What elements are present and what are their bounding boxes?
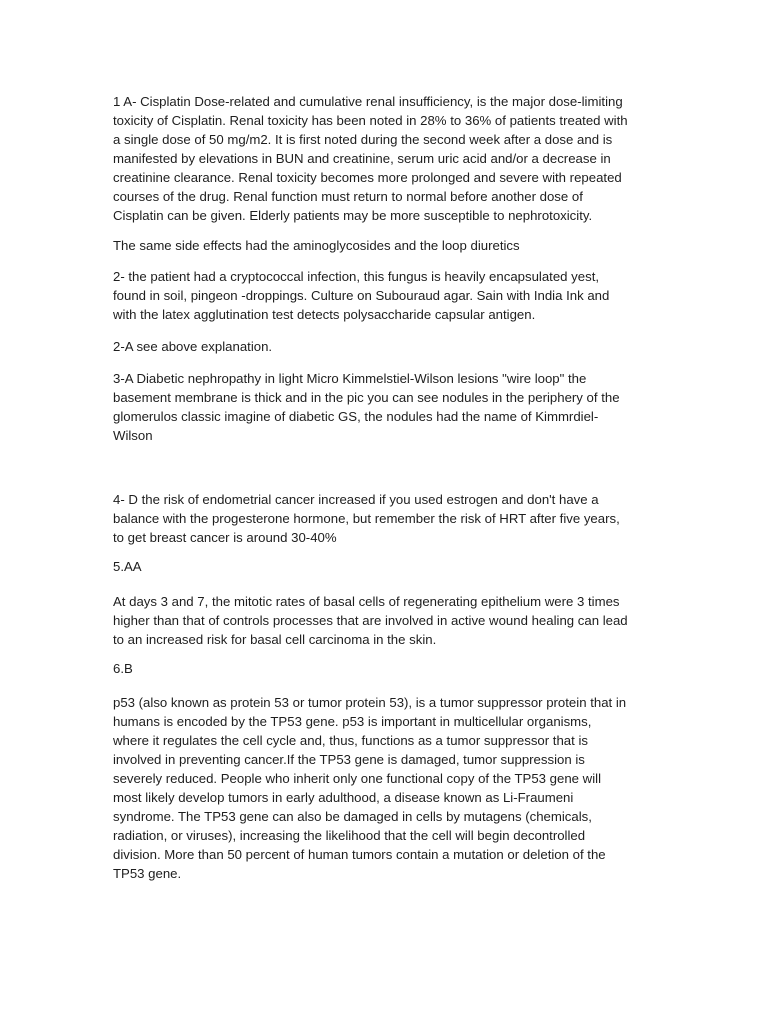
text-line: balance with the progesterone hormone, but remember the risk of HRT after five years, — [113, 511, 620, 526]
paragraph-answer-6-p53 — [113, 693, 661, 883]
paragraph-answer-5aa — [113, 557, 661, 576]
text-line: syndrome. The TP53 gene can also be damaged in cells by mutagens (chemicals, — [113, 809, 592, 824]
text-line: 2-A see above explanation. — [113, 339, 273, 354]
paragraph-answer-2a — [113, 337, 661, 356]
text-line: Wilson — [113, 428, 153, 443]
text-line: manifested by elevations in BUN and creatinine, serum uric acid and/or a decrease in — [113, 151, 611, 166]
text-line: to an increased risk for basal cell carcinoma in the skin. — [113, 632, 437, 647]
text-line: higher than that of controls processes that are involved in active wound healing can lead — [113, 613, 628, 628]
text-line: 3-A Diabetic nephropathy in light Micro Kimmelstiel-Wilson lesions "wire loop" the — [113, 371, 587, 386]
text-line: Cisplatin can be given. Elderly patients may be more susceptible to nephrotoxicity. — [113, 208, 593, 223]
paragraph-answer-5-explanation — [113, 592, 661, 649]
text-line: p53 (also known as protein 53 or tumor protein 53), is a tumor suppressor protein that in — [113, 695, 627, 710]
text-line: glomerulos classic imagine of diabetic GS, the nodules had the name of Kimmrdiel- — [113, 409, 599, 424]
text-line: with the latex agglutination test detects polysaccharide capsular antigen. — [113, 307, 536, 322]
text-line: severely reduced. People who inherit only one functional copy of the TP53 gene will — [113, 771, 601, 786]
paragraph-answer-2 — [113, 267, 661, 324]
text-line: creatinine clearance. Renal toxicity becomes more prolonged and severe with repeated — [113, 170, 622, 185]
text-line: toxicity of Cisplatin. Renal toxicity has been noted in 28% to 36% of patients treated with — [113, 113, 628, 128]
text-line: most likely develop tumors in early adulthood, a disease known as Li-Fraumeni — [113, 790, 574, 805]
text-line: courses of the drug. Renal function must return to normal before another dose of — [113, 189, 583, 204]
text-line: 2- the patient had a cryptococcal infection, this fungus is heavily encapsulated yest, — [113, 269, 600, 284]
text-line: involved in preventing cancer.If the TP53 gene is damaged, tumor suppression is — [113, 752, 585, 767]
text-line: 1 A- Cisplatin Dose-related and cumulative renal insufficiency, is the major dose-limiting — [113, 94, 623, 109]
text-line: 5.AA — [113, 559, 142, 574]
paragraph-answer-3a — [113, 369, 661, 445]
paragraph-answer-6b — [113, 659, 661, 678]
paragraph-answer-1a — [113, 92, 661, 225]
text-line: a single dose of 50 mg/m2. It is first noted during the second week after a dose and is — [113, 132, 613, 147]
paragraph-aminoglycosides-note — [113, 236, 661, 255]
paragraph-answer-4d — [113, 490, 661, 547]
text-line: division. More than 50 percent of human tumors contain a mutation or deletion of the — [113, 847, 606, 862]
text-line: 6.B — [113, 661, 133, 676]
text-line: basement membrane is thick and in the pic you can see nodules in the periphery of the — [113, 390, 620, 405]
text-line: TP53 gene. — [113, 866, 182, 881]
text-line: radiation, or viruses), increasing the likelihood that the cell will begin decontrolled — [113, 828, 586, 843]
text-line: found in soil, pingeon -droppings. Culture on Subouraud agar. Sain with India Ink and — [113, 288, 610, 303]
text-line: 4- D the risk of endometrial cancer increased if you used estrogen and don't have a — [113, 492, 599, 507]
text-line: The same side effects had the aminoglycosides and the loop diuretics — [113, 238, 520, 253]
text-line: to get breast cancer is around 30-40% — [113, 530, 337, 545]
text-line: At days 3 and 7, the mitotic rates of basal cells of regenerating epithelium were 3 times — [113, 594, 620, 609]
text-line: humans is encoded by the TP53 gene. p53 is important in multicellular organisms, — [113, 714, 592, 729]
text-line: where it regulates the cell cycle and, thus, functions as a tumor suppressor that is — [113, 733, 588, 748]
